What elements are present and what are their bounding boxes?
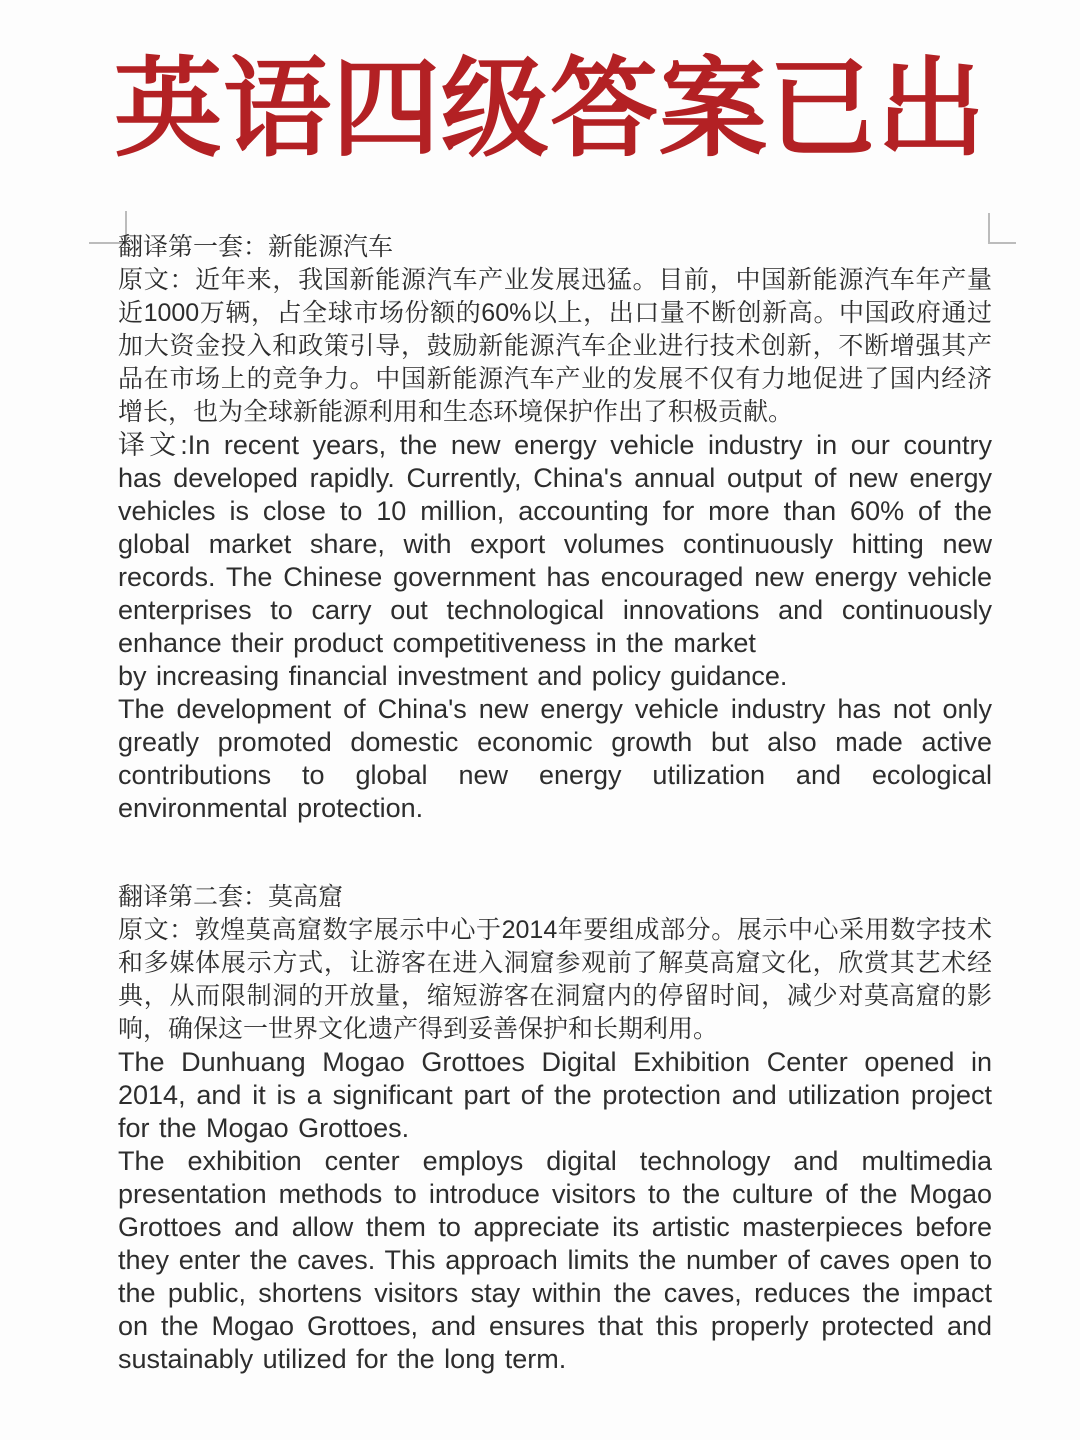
- translation-section-1: [118, 231, 992, 825]
- section-1-translation-paragraph-2: by increasing financial investment and policy guidance.: [118, 661, 788, 691]
- section-2-translation-paragraph-2: The exhibition center employs digital technology and multimedia presentation methods to introduce visitors to the culture of the Mogao Grottoes and allow them to appreciate its artistic masterpieces before they enter the caves. This approach limits the number of caves open to the public, shortens visitors stay within the caves, reduces the impact on the Mogao Grottoes, and ensures that this properly protected and sustainably utilized for the long term.: [118, 1146, 992, 1374]
- section-1-heading: 翻译第一套：新能源汽车: [118, 233, 394, 261]
- section-1-source-paragraph: 原文：近年来，我国新能源汽车产业发展迅猛。目前，中国新能源汽车年产量近1000万辆，占全球市场份额的60%以上，出口量不断创新高。中国政府通过加大资金投入和政策引导，鼓励新能源汽车企业进行技术创新，不断增强其产品在市场上的竞争力。中国新能源汽车产业的发展不仅有力地促进了国内经济增长，也为全球新能源利用和生态环境保护作出了积极贡献。: [118, 266, 992, 426]
- page-title: 英语四级答案已出: [114, 47, 987, 172]
- section-1-translation-paragraph-1: 译文:In recent years, the new energy vehicle industry in our country has developed rapidly. Currently, China's annual output of new energy vehicles is close to 10 million, accounting for more than 60% of the global market share, with export volumes continuously hitting new records. The Chinese government has encouraged new energy vehicle enterprises to carry out technological innovations and continuously enhance their product competitiveness in the market: [118, 430, 992, 658]
- section-1-translation-paragraph-3: The development of China's new energy vehicle industry has not only greatly promoted domestic economic growth but also made active contributions to global new energy utilization and ecological environmental protection.: [118, 694, 992, 823]
- page-corner-mark-right-icon: [988, 213, 1016, 244]
- section-2-heading: 翻译第二套：莫高窟: [118, 883, 344, 911]
- section-2-source-paragraph: 原文：敦煌莫高窟数字展示中心于2014年要组成部分。展示中心采用数字技术和多媒体展示方式，让游客在进入洞窟参观前了解莫高窟文化，欣赏其艺术经典，从而限制洞的开放量，缩短游客在洞窟内的停留时间，减少对莫高窟的影响，确保这一世界文化遗产得到妥善保护和长期利用。: [118, 916, 992, 1043]
- section-2-translation-paragraph-1: The Dunhuang Mogao Grottoes Digital Exhibition Center opened in 2014, and it is a significant part of the protection and utilization project for the Mogao Grottoes.: [118, 1047, 992, 1143]
- translation-section-2: [118, 881, 992, 1376]
- document-body: [118, 231, 992, 1376]
